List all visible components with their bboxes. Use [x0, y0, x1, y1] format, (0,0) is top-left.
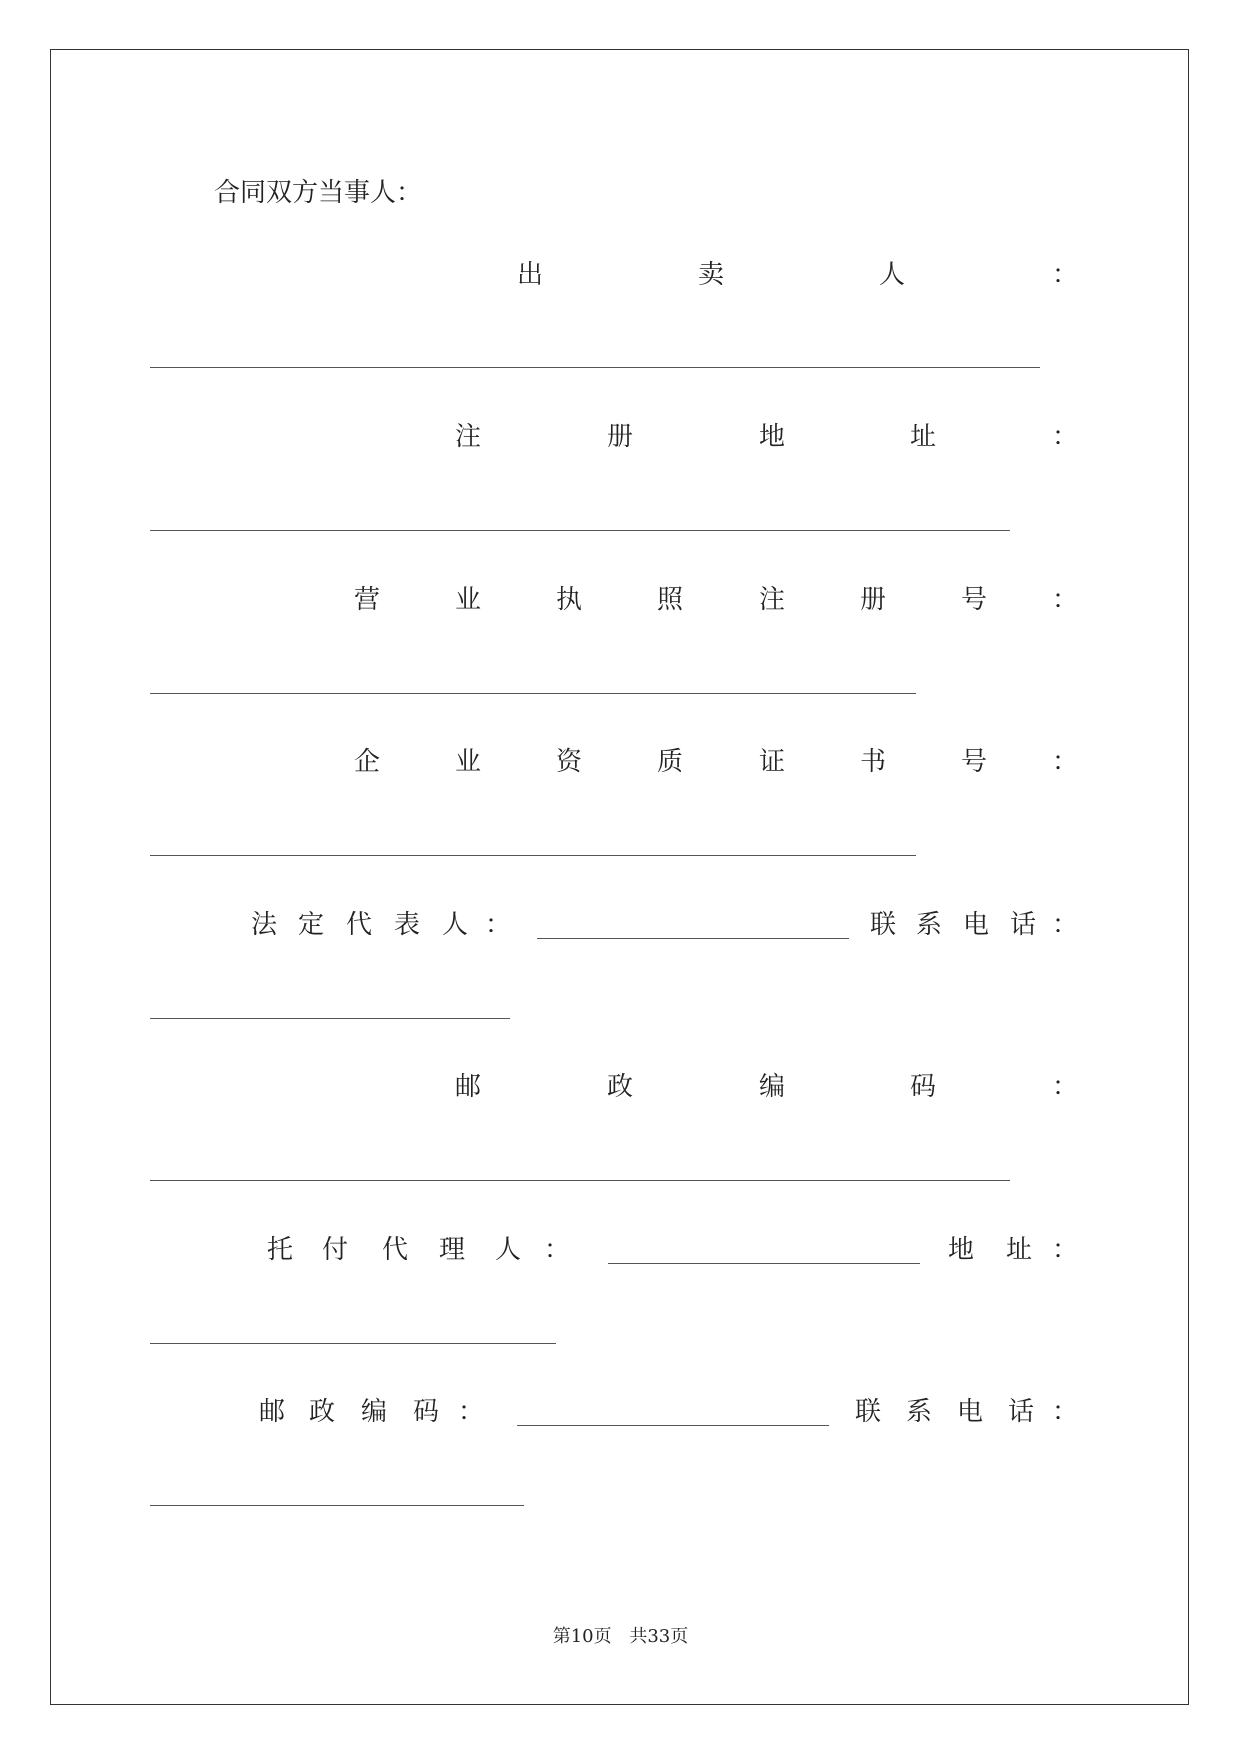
qualification-char: 资	[555, 747, 583, 777]
page-border	[50, 49, 1189, 1705]
postal-code-2-char: 编	[360, 1397, 388, 1427]
contact-phone-2-char: 系	[905, 1397, 933, 1427]
business-license-char: 照	[656, 585, 684, 615]
seller-label-colon: ：	[1051, 260, 1079, 290]
business-license-colon: ：	[1051, 585, 1079, 615]
contact-phone-2-char: 联	[854, 1397, 882, 1427]
heading-parties: 合同双方当事人：	[214, 178, 423, 208]
contact-phone-2-blank-line[interactable]	[150, 1505, 524, 1506]
registered-address-char: 地	[758, 422, 786, 452]
address-char: 址	[1005, 1235, 1033, 1265]
legal-rep-char: 表	[393, 910, 421, 940]
business-license-blank-line[interactable]	[150, 693, 916, 694]
legal-rep-char: 代	[345, 910, 373, 940]
contact-phone-char: 系	[915, 910, 943, 940]
business-license-char: 号	[960, 585, 988, 615]
postal-code-2-char: 邮	[258, 1397, 286, 1427]
registered-address-char: 册	[606, 422, 634, 452]
qualification-colon: ：	[1051, 747, 1079, 777]
legal-rep-char: 定	[297, 910, 325, 940]
agent-char: 付	[321, 1235, 349, 1265]
agent-blank-line[interactable]	[608, 1263, 920, 1264]
page-footer	[0, 1626, 1241, 1648]
legal-rep-char: 人	[441, 910, 469, 940]
contact-phone-colon: ：	[1051, 910, 1079, 940]
qualification-char: 书	[859, 747, 887, 777]
qualification-char: 业	[454, 747, 482, 777]
address-blank-line[interactable]	[150, 1343, 556, 1344]
postal-code-colon: ：	[1051, 1072, 1079, 1102]
agent-char: 理	[438, 1235, 466, 1265]
postal-code-2-blank-line[interactable]	[517, 1425, 829, 1426]
agent-char: 代	[381, 1235, 409, 1265]
contact-phone-char: 联	[869, 910, 897, 940]
registered-address-blank-line[interactable]	[150, 530, 1010, 531]
postal-code-char: 编	[758, 1072, 786, 1102]
page-total: 共33页	[629, 1626, 689, 1647]
contact-phone-2-char: 话	[1007, 1397, 1035, 1427]
seller-label-char: 人	[878, 260, 906, 290]
business-license-char: 注	[758, 585, 786, 615]
contact-phone-2-char: 电	[956, 1397, 984, 1427]
address-char: 地	[947, 1235, 975, 1265]
qualification-char: 质	[656, 747, 684, 777]
contact-phone-char: 电	[962, 910, 990, 940]
postal-code-2-char: 政	[308, 1397, 336, 1427]
seller-label-char: 出	[516, 260, 544, 290]
legal-rep-colon: ：	[484, 910, 512, 940]
business-license-char: 册	[859, 585, 887, 615]
legal-representative-blank-line[interactable]	[537, 938, 849, 939]
qualification-char: 证	[758, 747, 786, 777]
qualification-char: 号	[960, 747, 988, 777]
qualification-char: 企	[353, 747, 381, 777]
page-number: 第10页	[552, 1626, 612, 1647]
legal-rep-char: 法	[250, 910, 278, 940]
postal-code-blank-line[interactable]	[150, 1180, 1010, 1181]
contact-phone-2-colon: ：	[1051, 1397, 1079, 1427]
business-license-char: 业	[454, 585, 482, 615]
business-license-char: 执	[555, 585, 583, 615]
address-colon: ：	[1051, 1235, 1079, 1265]
postal-code-char: 政	[606, 1072, 634, 1102]
contact-phone-char: 话	[1009, 910, 1037, 940]
agent-colon: ：	[543, 1235, 571, 1265]
registered-address-colon: ：	[1051, 422, 1079, 452]
postal-code-char: 邮	[454, 1072, 482, 1102]
postal-code-2-colon: ：	[457, 1397, 485, 1427]
contact-phone-blank-line[interactable]	[150, 1018, 510, 1019]
registered-address-char: 注	[454, 422, 482, 452]
postal-code-char: 码	[909, 1072, 937, 1102]
seller-label-char: 卖	[697, 260, 725, 290]
registered-address-char: 址	[909, 422, 937, 452]
qualification-blank-line[interactable]	[150, 855, 916, 856]
postal-code-2-char: 码	[412, 1397, 440, 1427]
agent-char: 人	[494, 1235, 522, 1265]
agent-char: 托	[266, 1235, 294, 1265]
business-license-char: 营	[353, 585, 381, 615]
seller-blank-line[interactable]	[150, 367, 1040, 368]
